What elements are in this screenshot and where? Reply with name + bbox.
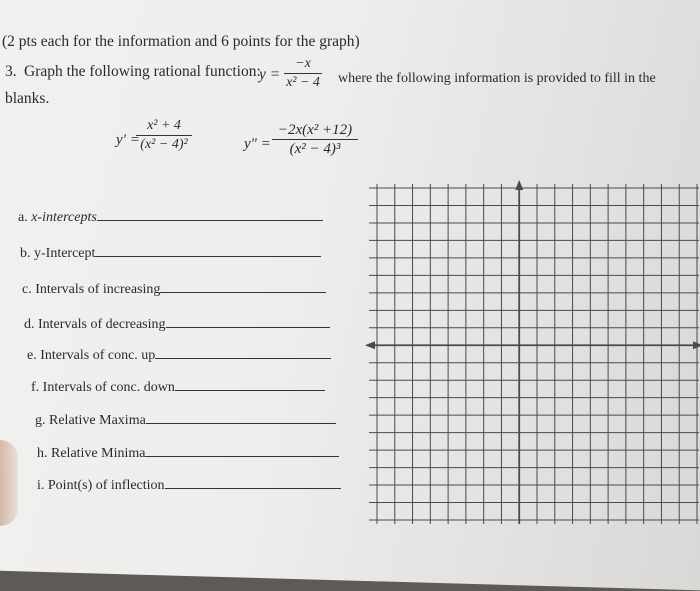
first-derivative-lhs: y′ = xyxy=(116,132,140,148)
question-h: h. Relative Minima xyxy=(37,442,339,462)
function-fraction xyxy=(284,56,322,91)
question-e: e. Intervals of conc. up xyxy=(27,344,331,364)
question-a: a. x-intercepts xyxy=(18,206,323,226)
finger-shadow xyxy=(0,440,18,526)
question-b: b. y-Intercept xyxy=(20,242,321,262)
function-lhs: y = xyxy=(259,66,281,83)
question-g: g. Relative Maxima xyxy=(35,409,336,429)
problem-text-continued: where the following information is provided to fill in the xyxy=(338,71,656,86)
first-derivative-denominator: (x² − 4)² xyxy=(140,137,188,152)
first-derivative-numerator: x² + 4 xyxy=(147,118,181,133)
second-derivative-fraction xyxy=(272,122,358,157)
second-derivative-lhs: y″ = xyxy=(244,136,271,152)
y-axis-arrow-icon xyxy=(515,180,523,190)
question-d: d. Intervals of decreasing xyxy=(24,313,330,333)
points-header: (2 pts each for the information and 6 points for the graph) xyxy=(2,33,360,50)
function-numerator: −x xyxy=(295,56,311,71)
graph-grid[interactable] xyxy=(363,180,700,526)
first-derivative-fraction xyxy=(136,118,192,153)
question-f: f. Intervals of conc. down xyxy=(31,376,325,396)
function-denominator: x² − 4 xyxy=(286,75,320,90)
second-derivative-denominator: (x² − 4)³ xyxy=(289,141,341,157)
question-i: i. Point(s) of inflection xyxy=(37,474,341,494)
problem-text-blanks: blanks. xyxy=(5,90,50,107)
problem-text: Graph the following rational function: xyxy=(24,63,261,80)
x-axis-left-arrow-icon xyxy=(365,341,375,349)
second-derivative-numerator: −2x(x² +12) xyxy=(277,122,353,138)
problem-number: 3. xyxy=(5,63,17,80)
question-c: c. Intervals of increasing xyxy=(22,278,326,298)
